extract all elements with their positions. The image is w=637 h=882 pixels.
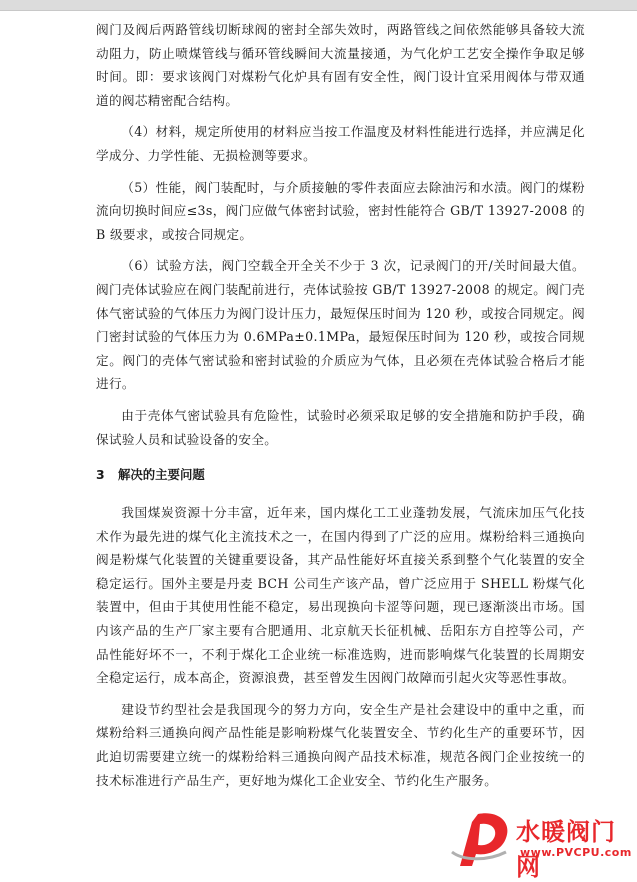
- paragraph-background: 我国煤炭资源十分丰富，近年来，国内煤化工工业蓬勃发展，气流床加压气化技术作为最先进的煤气化主流技术之一，在国内得到了广泛的应用。煤粉给料三通换向阀是粉煤气化装置的关键重要设备，其产品性能好坏直接关系到整个气化装置的安全稳定运行。国外主要是丹麦 BCH 公司生产该产品，曾广泛应用于 SHELL 粉煤气化装置中，但由于其使用性能不稳定，易出现换向卡涩等问题，现已逐渐淡出市场。国内该产品的生产厂家主要有合肥通用、北京航天长征机械、岳阳东方自控等公司，产品性能好坏不一，不利于煤化工企业统一标准选购，进而影响煤气化装置的长周期安全稳定运行，成本高企，资源浪费，甚至曾发生因阀门故障而引起火灾等恶性事故。: [96, 505, 585, 686]
- document-page: [0, 18, 637, 792]
- paragraph-test-method: （6）试验方法，阀门空载全开全关不少于 3 次，记录阀门的开/关时间最大值。阀门壳体试验应在阀门装配前进行，壳体试验按 GB/T 13927-2008 的规定。阀门壳体气密试验的气体压力为阀门设计压力，最短保压时间为 120 秒，或按合同规定。阀门密封试验的气体压力为 0.6MPa±0.1MPa，最短保压时间为 120 秒，或按合同规定。阀门的壳体气密试验和密封试验的介质应为气体，且必须在壳体试验合格后才能进行。: [96, 258, 585, 392]
- paragraph-safety: 由于壳体气密试验具有危险性，试验时必须采取足够的安全措施和防护手段，确保试验人员和试验设备的安全。: [96, 407, 585, 447]
- section-title: 解决的主要问题: [118, 467, 205, 483]
- watermark-brand: 水暖阀门网: [516, 818, 616, 881]
- watermark-url: www.PVCPU.com: [520, 846, 632, 859]
- section-number: 3: [96, 467, 105, 483]
- viewer-toolbar-strip: [0, 0, 637, 11]
- section-heading: [0, 463, 637, 487]
- paragraph-performance: （5）性能，阀门装配时，与介质接触的零件表面应去除油污和水渍。阀门的煤粉流向切换时间应≤3s，阀门应做气体密封试验，密封性能符合 GB/T 13927-2008 的 B 级要求，或按合同规定。: [96, 179, 585, 242]
- paragraph-continuation: 阀门及阀后两路管线切断球阀的密封全部失效时，两路管线之间依然能够具备较大流动阻力，防止喷煤管线与循环管线瞬间大流量接通，为气化炉工艺安全操作争取足够时间。即：要求该阀门对煤粉气化炉具有固有安全性，阀门设计宜采用阀体与带双通道的阀芯精密配合结构。: [96, 22, 585, 108]
- paragraph-materials: （4）材料，规定所使用的材料应当按工作温度及材料性能进行选择，并应满足化学成分、力学性能、无损检测等要求。: [96, 124, 585, 163]
- paragraph-conclusion: 建设节约型社会是我国现今的努力方向，安全生产是社会建设中的重中之重，而煤粉给料三通换向阀产品性能是影响粉煤气化装置安全、节约化生产的重要环节，因此迫切需要建立统一的煤粉给料三通换向阀产品技术标准，规范各阀门企业按统一的技术标准进行产品生产，更好地为煤化工企业安全、节约化生产服务。: [96, 701, 585, 788]
